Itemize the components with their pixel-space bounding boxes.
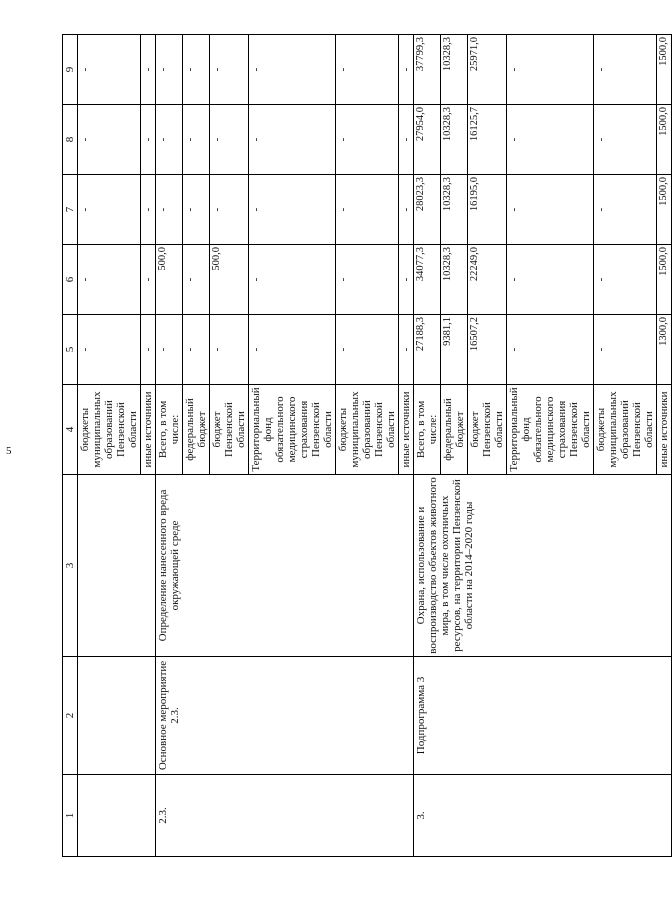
source-label: бюджеты муниципальных образований Пензенской области xyxy=(78,385,141,475)
col-num-5: 5 xyxy=(63,315,78,385)
source-label: федеральный бюджет xyxy=(441,385,468,475)
table-row: федеральный бюджет 9381,1 10328,3 10328,3 10328,3 10328,3 xyxy=(441,35,468,857)
source-label: федеральный бюджет xyxy=(183,385,210,475)
table-row: 3. Подпрограмма 3 Охрана, использование и воспроизводство объектов животного мира, в том числе охотничьих ресурсов, на территории Пензенской области на 2014–2020 годы Всего, в том числе: 27188,3 34077,3 28023,3 27954,0 37799,3 xyxy=(414,35,441,857)
table-row: иные источники - - - - - xyxy=(141,35,156,857)
source-label: Всего, в том числе: xyxy=(414,385,441,475)
table-row: иные источники 1300,0 1500,0 1500,0 1500,0 1500,0 xyxy=(657,35,672,857)
table-row: федеральный бюджет - - - - - xyxy=(183,35,210,857)
table-row: Территориальный фонд обязательного медицинского страхования Пензенской области - - - - - xyxy=(249,35,336,857)
col-num-1: 1 xyxy=(63,775,78,857)
col-num-4: 4 xyxy=(63,385,78,475)
table-row: бюджет Пензенской области 16507,2 22249,0 16195,0 16125,7 25971,0 xyxy=(468,35,507,857)
source-label: иные источники xyxy=(141,385,156,475)
table-row: бюджеты муниципальных образований Пензенской области - - - - - xyxy=(78,35,141,857)
col-num-2: 2 xyxy=(63,657,78,775)
item-name: Основное мероприятие 2.3. xyxy=(156,657,414,775)
column-number-row xyxy=(63,35,78,857)
col-num-9: 9 xyxy=(63,35,78,105)
col-num-8: 8 xyxy=(63,105,78,175)
rotated-page xyxy=(62,31,670,857)
col-num-3: 3 xyxy=(63,475,78,657)
table-row: Территориальный фонд обязательного медицинского страхования Пензенской области - - - - - xyxy=(507,35,594,857)
source-label: бюджет Пензенской области xyxy=(210,385,249,475)
source-label: иные источники xyxy=(399,385,414,475)
item-name: Подпрограмма 3 xyxy=(414,657,672,775)
row-number: 2.3. xyxy=(156,775,414,857)
table-row: бюджеты муниципальных образований Пензенской области - - - - - xyxy=(336,35,399,857)
source-label: Территориальный фонд обязательного медицинского страхования Пензенской области xyxy=(249,385,336,475)
page-number: 5 xyxy=(6,445,12,457)
table-row: 2.3. Основное мероприятие 2.3. Определение нанесенного вреда окружающей среде Всего, в том числе: - 500,0 - - - xyxy=(156,35,183,857)
source-label: бюджет Пензенской области xyxy=(468,385,507,475)
source-label: бюджеты муниципальных образований Пензенской области xyxy=(336,385,399,475)
col-num-7: 7 xyxy=(63,175,78,245)
source-label: Территориальный фонд обязательного медицинского страхования Пензенской области xyxy=(507,385,594,475)
budget-table xyxy=(62,34,672,857)
source-label: Всего, в том числе: xyxy=(156,385,183,475)
document-body xyxy=(62,31,670,857)
row-number: 3. xyxy=(414,775,672,857)
table-row: бюджеты муниципальных образований Пензенской области - - - - - xyxy=(594,35,657,857)
table-row: бюджет Пензенской области - 500,0 - - - xyxy=(210,35,249,857)
item-description: Определение нанесенного вреда окружающей среде xyxy=(156,475,414,657)
col-num-6: 6 xyxy=(63,245,78,315)
source-label: иные источники xyxy=(657,385,672,475)
table-row: иные источники - - - - - xyxy=(399,35,414,857)
item-description: Охрана, использование и воспроизводство объектов животного мира, в том числе охотничьих ресурсов, на территории Пензенской области на 2014–2020 годы xyxy=(414,475,672,657)
source-label: бюджеты муниципальных образований Пензенской области xyxy=(594,385,657,475)
